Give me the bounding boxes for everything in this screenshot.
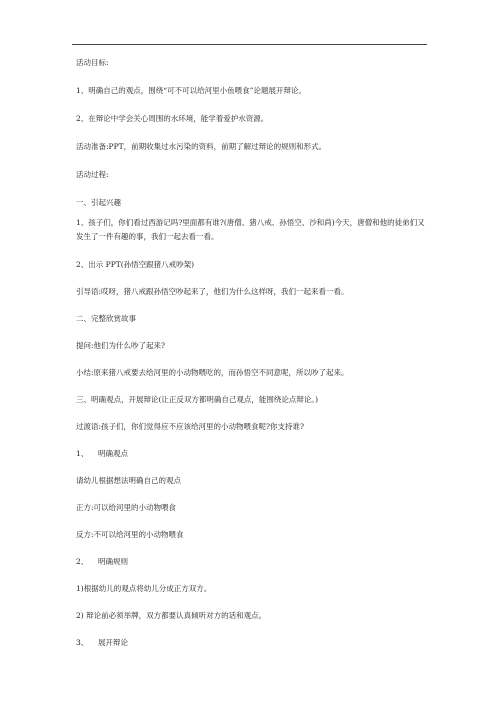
header-rule <box>72 44 427 45</box>
transition-paragraph: 过渡语:孩子们，你们觉得应不应该给河里的小动物喂食呢?你支持谁? <box>76 422 305 431</box>
numbered-item-3-text: 展开辩论 <box>98 638 128 647</box>
numbered-item-3-number: 3、 <box>76 638 89 647</box>
rule-2: 2) 辩论前必须举牌，双方都要认真倾听对方的话和观点。 <box>76 611 267 620</box>
section-3-heading: 三、明确观点，开展辩论(让正反双方都明确自己观点，能围绕论点辩论。) <box>76 395 319 404</box>
rule-1: 1)根据幼儿的观点将幼儿分成正方双方。 <box>76 584 212 593</box>
numbered-item-1-text: 明确观点 <box>98 449 128 458</box>
activity-process-heading: 活动过程: <box>76 170 109 179</box>
step-2-paragraph: 2、出示 PPT(孙悟空跟猪八戒吵架) <box>76 260 195 269</box>
numbered-item-2-number: 2、 <box>76 557 89 566</box>
con-side-statement: 反方:不可以给河里的小动物喂食 <box>76 530 184 539</box>
activity-goals-heading: 活动目标: <box>76 58 109 67</box>
activity-preparation: 活动准备:PPT，前期收集过水污染的资料，前期了解过辩论的规则和形式。 <box>76 142 327 151</box>
numbered-item-1-number: 1、 <box>76 449 89 458</box>
goal-2: 2、在辩论中学会关心周围的水环境，能学着爱护水资源。 <box>76 114 269 123</box>
numbered-item-2-text: 明确规则 <box>98 557 128 566</box>
guide-statement-1: 引导语:哎呀，猪八戒跟孙悟空吵起来了，他们为什么这样呀，我们一起来看一看。 <box>76 287 349 296</box>
pro-side-statement: 正方:可以给河里的小动物喂食 <box>76 503 177 512</box>
section-2-heading: 二、完整欣赏故事 <box>76 314 136 323</box>
numbered-item-1 <box>76 447 428 461</box>
step-1-paragraph: 1、孩子们，你们看过西游记吗?里面都有谁?(唐僧、猪八戒、孙悟空、沙和尚)今天，唐僧和他的徒弟们又发生了一件有趣的事，我们一起去看一看。 <box>76 218 425 241</box>
question-paragraph: 提问:他们为什么吵了起来? <box>76 341 166 350</box>
instruction-paragraph: 请幼儿根据想法明确自己的观点 <box>76 476 181 485</box>
section-1-heading: 一、引起兴趣 <box>76 198 121 207</box>
numbered-item-2 <box>76 555 428 569</box>
goal-1: 1、明确自己的观点，围绕“可不可以给河里小鱼喂食”论题展开辩论。 <box>76 86 306 95</box>
numbered-item-3 <box>76 636 428 650</box>
summary-paragraph: 小结:原来猪八戒要去给河里的小动物喂吃的，而孙悟空不同意呢，所以吵了起来。 <box>76 368 349 377</box>
